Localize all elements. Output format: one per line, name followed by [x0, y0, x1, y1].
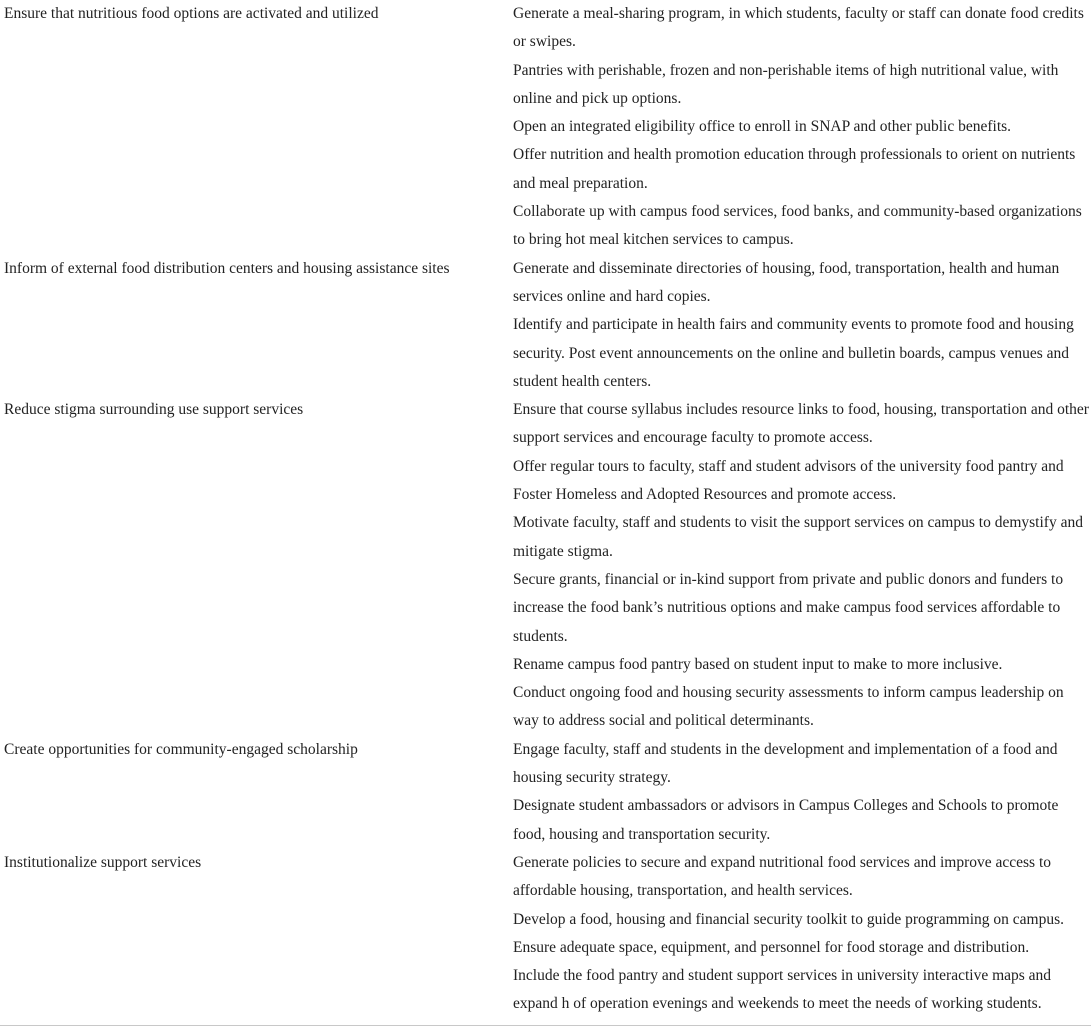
strategy-item: Offer regular tours to faculty, staff and student advisors of the university food pantry and Foster Homeless and Adopted Resources and promote access.	[513, 457, 1064, 504]
strategy-item: Offer nutrition and health promotion education through professionals to orient on nutrients and meal preparation.	[513, 146, 1076, 192]
strategy-item: Include the food pantry and student support services in university interactive maps and expand h of operation evenings and weekends to meet the needs of working students.	[513, 967, 1052, 1013]
table-row	[0, 396, 1091, 736]
goal-cell: Create opportunities for community-engaged scholarship	[4, 740, 358, 758]
strategy-item: Ensure that course syllabus includes resource links to food, housing, transportation and other support services and encourage faculty to promote access.	[513, 401, 1089, 447]
goal-cell: Ensure that nutritious food options are activated and utilized	[4, 5, 379, 22]
strategies-cell	[510, 736, 1091, 849]
strategy-item: Generate policies to secure and expand nutritional food services and improve access to affordable housing, transportation, and health services.	[513, 853, 1051, 900]
table-row	[0, 849, 1091, 1019]
strategy-item: Open an integrated eligibility office to enroll in SNAP and other public benefits.	[513, 118, 1012, 136]
strategy-item: Generate a meal-sharing program, in which students, faculty or staff can donate food credits or swipes.	[513, 5, 1084, 51]
strategy-item: Conduct ongoing food and housing security assessments to inform campus leadership on way to address social and political determinants.	[513, 684, 1064, 730]
strategy-item: Identify and participate in health fairs and community events to promote food and housing security. Post event announcements on the online and bulletin boards, campus venues and student health centers.	[513, 316, 1074, 390]
strategies-cell	[510, 0, 1091, 255]
strategy-item: Rename campus food pantry based on student input to make to more inclusive.	[513, 655, 1003, 673]
table-bottom-rule	[0, 1025, 1091, 1026]
strategy-item: Secure grants, financial or in-kind support from private and public donors and funders to increase the food bank’s nutritious options and make campus food services affordable to students.	[513, 570, 1064, 645]
goal-cell: Institutionalize support services	[4, 853, 202, 871]
table-row	[0, 255, 1091, 396]
goal-cell: Inform of external food distribution centers and housing assistance sites	[4, 259, 450, 277]
strategy-item: Collaborate up with campus food services, food banks, and community-based organizations to bring hot meal kitchen services to campus.	[513, 203, 1082, 249]
table-row	[0, 0, 1091, 255]
goal-cell: Reduce stigma surrounding use support services	[4, 401, 304, 419]
strategies-cell	[510, 849, 1091, 1019]
strategy-item: Pantries with perishable, frozen and non-perishable items of high nutritional value, with online and pick up options.	[513, 61, 1059, 107]
strategy-item: Develop a food, housing and financial security toolkit to guide programming on campus.	[513, 910, 1064, 928]
strategy-item: Engage faculty, staff and students in the development and implementation of a food and housing security strategy.	[513, 740, 1058, 787]
strategies-cell	[510, 255, 1091, 396]
strategy-item: Designate student ambassadors or advisors in Campus Colleges and Schools to promote food, housing and transportation security.	[513, 797, 1059, 843]
strategy-item: Motivate faculty, staff and students to visit the support services on campus to demystify and mitigate stigma.	[513, 514, 1083, 560]
strategies-cell	[510, 396, 1091, 736]
table-row	[0, 736, 1091, 849]
strategy-item: Generate and disseminate directories of housing, food, transportation, health and human services online and hard copies.	[513, 259, 1060, 305]
strategy-item: Ensure adequate space, equipment, and personnel for food storage and distribution.	[513, 938, 1030, 956]
